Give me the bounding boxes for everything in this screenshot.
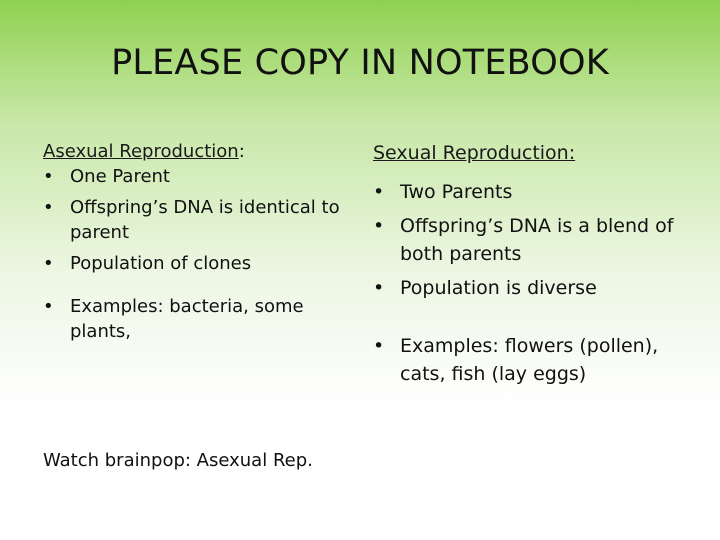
list-item-text: Offspring’s DNA is identical to parent: [70, 197, 340, 243]
list-item-text: Population of clones: [70, 253, 252, 274]
list-item: [43, 164, 348, 189]
list-item-text: Two Parents: [400, 181, 513, 203]
list-item: [43, 251, 348, 276]
list-item: [373, 212, 693, 268]
bullet-icon: •: [373, 215, 385, 237]
bullet-icon: •: [373, 181, 385, 203]
list-item-text: One Parent: [70, 166, 170, 187]
bullet-icon: •: [43, 253, 54, 274]
examples-text: Examples: flowers (pollen), cats, fish (lay eggs): [400, 335, 659, 385]
brainpop-note: Watch brainpop: Asexual Rep.: [43, 450, 313, 471]
asexual-column: [43, 140, 348, 350]
bullet-icon: •: [43, 296, 54, 317]
list-item: [373, 274, 693, 302]
list-item: [43, 195, 348, 245]
page-title: PLEASE COPY IN NOTEBOOK: [111, 43, 609, 83]
bullet-icon: •: [373, 277, 385, 299]
asexual-heading-text: Asexual Reproduction: [43, 141, 239, 162]
bullet-icon: •: [373, 335, 385, 357]
sexual-heading: Sexual Reproduction:: [373, 142, 576, 164]
asexual-heading-colon: :: [238, 141, 245, 162]
list-item-text: Offspring’s DNA is a blend of both parents: [400, 215, 674, 265]
asexual-examples: [43, 294, 348, 344]
list-item-text: Population is diverse: [400, 277, 597, 299]
bullet-icon: •: [43, 166, 54, 187]
sexual-bullet-list: [373, 178, 693, 302]
asexual-bullet-list: [43, 164, 348, 276]
sexual-examples: [373, 332, 693, 388]
asexual-heading: [43, 140, 348, 164]
sexual-column: [373, 140, 693, 394]
examples-text: Examples: bacteria, some plants,: [70, 296, 304, 342]
list-item: [43, 294, 348, 344]
list-item: [373, 178, 693, 206]
list-item: [373, 332, 693, 388]
bullet-icon: •: [43, 197, 54, 218]
